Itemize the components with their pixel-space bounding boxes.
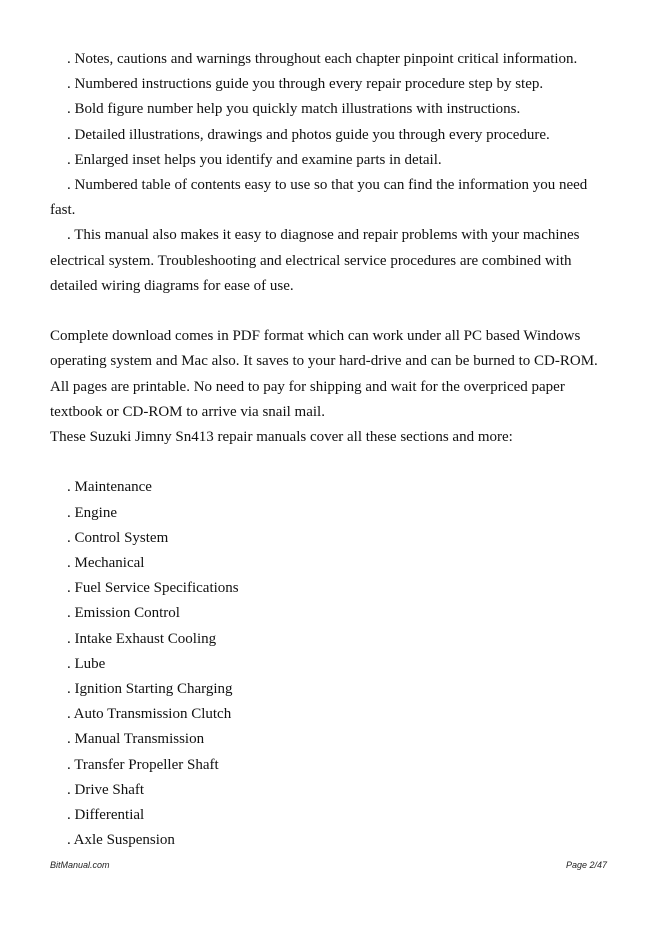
feature-table-of-contents: . Numbered table of contents easy to use so that you can find the information you need fast. bbox=[50, 177, 588, 219]
features-list bbox=[50, 47, 620, 299]
section-item: . Maintenance bbox=[67, 479, 152, 496]
section-item: . Manual Transmission bbox=[67, 731, 205, 748]
section-item: . Control System bbox=[67, 529, 169, 546]
feature-numbered-instructions: . Numbered instructions guide you through every repair procedure step by step. bbox=[67, 76, 544, 93]
section-item: . Engine bbox=[67, 504, 117, 521]
sections-intro: These Suzuki Jimny Sn413 repair manuals cover all these sections and more: bbox=[50, 429, 513, 446]
section-item: . Intake Exhaust Cooling bbox=[67, 630, 217, 647]
spacer bbox=[50, 450, 620, 475]
section-item: . Auto Transmission Clutch bbox=[67, 706, 232, 723]
section-item: . Lube bbox=[67, 655, 106, 672]
section-item: . Fuel Service Specifications bbox=[67, 580, 239, 597]
feature-enlarged-inset: . Enlarged inset helps you identify and examine parts in detail. bbox=[67, 151, 442, 168]
feature-bold-figure: . Bold figure number help you quickly match illustrations with instructions. bbox=[67, 101, 521, 118]
section-item: . Axle Suspension bbox=[67, 832, 175, 849]
footer-site-link[interactable]: BitManual.com bbox=[50, 860, 110, 870]
feature-diagnose: . This manual also makes it easy to diagnose and repair problems with your machines electrical system. Troubleshooting and electrical service procedures are combined with detailed wiring diagrams for ease of use. bbox=[50, 227, 580, 294]
feature-illustrations: . Detailed illustrations, drawings and photos guide you through every procedure. bbox=[67, 126, 550, 143]
feature-notes: . Notes, cautions and warnings throughout each chapter pinpoint critical information. bbox=[67, 51, 578, 67]
download-paragraph: Complete download comes in PDF format which can work under all PC based Windows operating system and Mac also. It saves to your hard-drive and can be burned to CD-ROM. All pages are printable. No need to pay for shipping and wait for the overpriced paper textbook or CD-ROM to arrive via snail mail. bbox=[50, 328, 598, 420]
section-item: . Differential bbox=[67, 807, 145, 824]
section-item: . Ignition Starting Charging bbox=[67, 681, 233, 698]
section-item: . Mechanical bbox=[67, 555, 145, 572]
page-content bbox=[50, 47, 620, 853]
sections-list bbox=[50, 475, 620, 853]
footer-page-number: Page 2/47 bbox=[565, 860, 607, 870]
spacer bbox=[50, 299, 620, 324]
section-item: . Drive Shaft bbox=[67, 781, 145, 798]
section-item: . Emission Control bbox=[67, 605, 180, 622]
section-item: . Transfer Propeller Shaft bbox=[67, 756, 219, 773]
